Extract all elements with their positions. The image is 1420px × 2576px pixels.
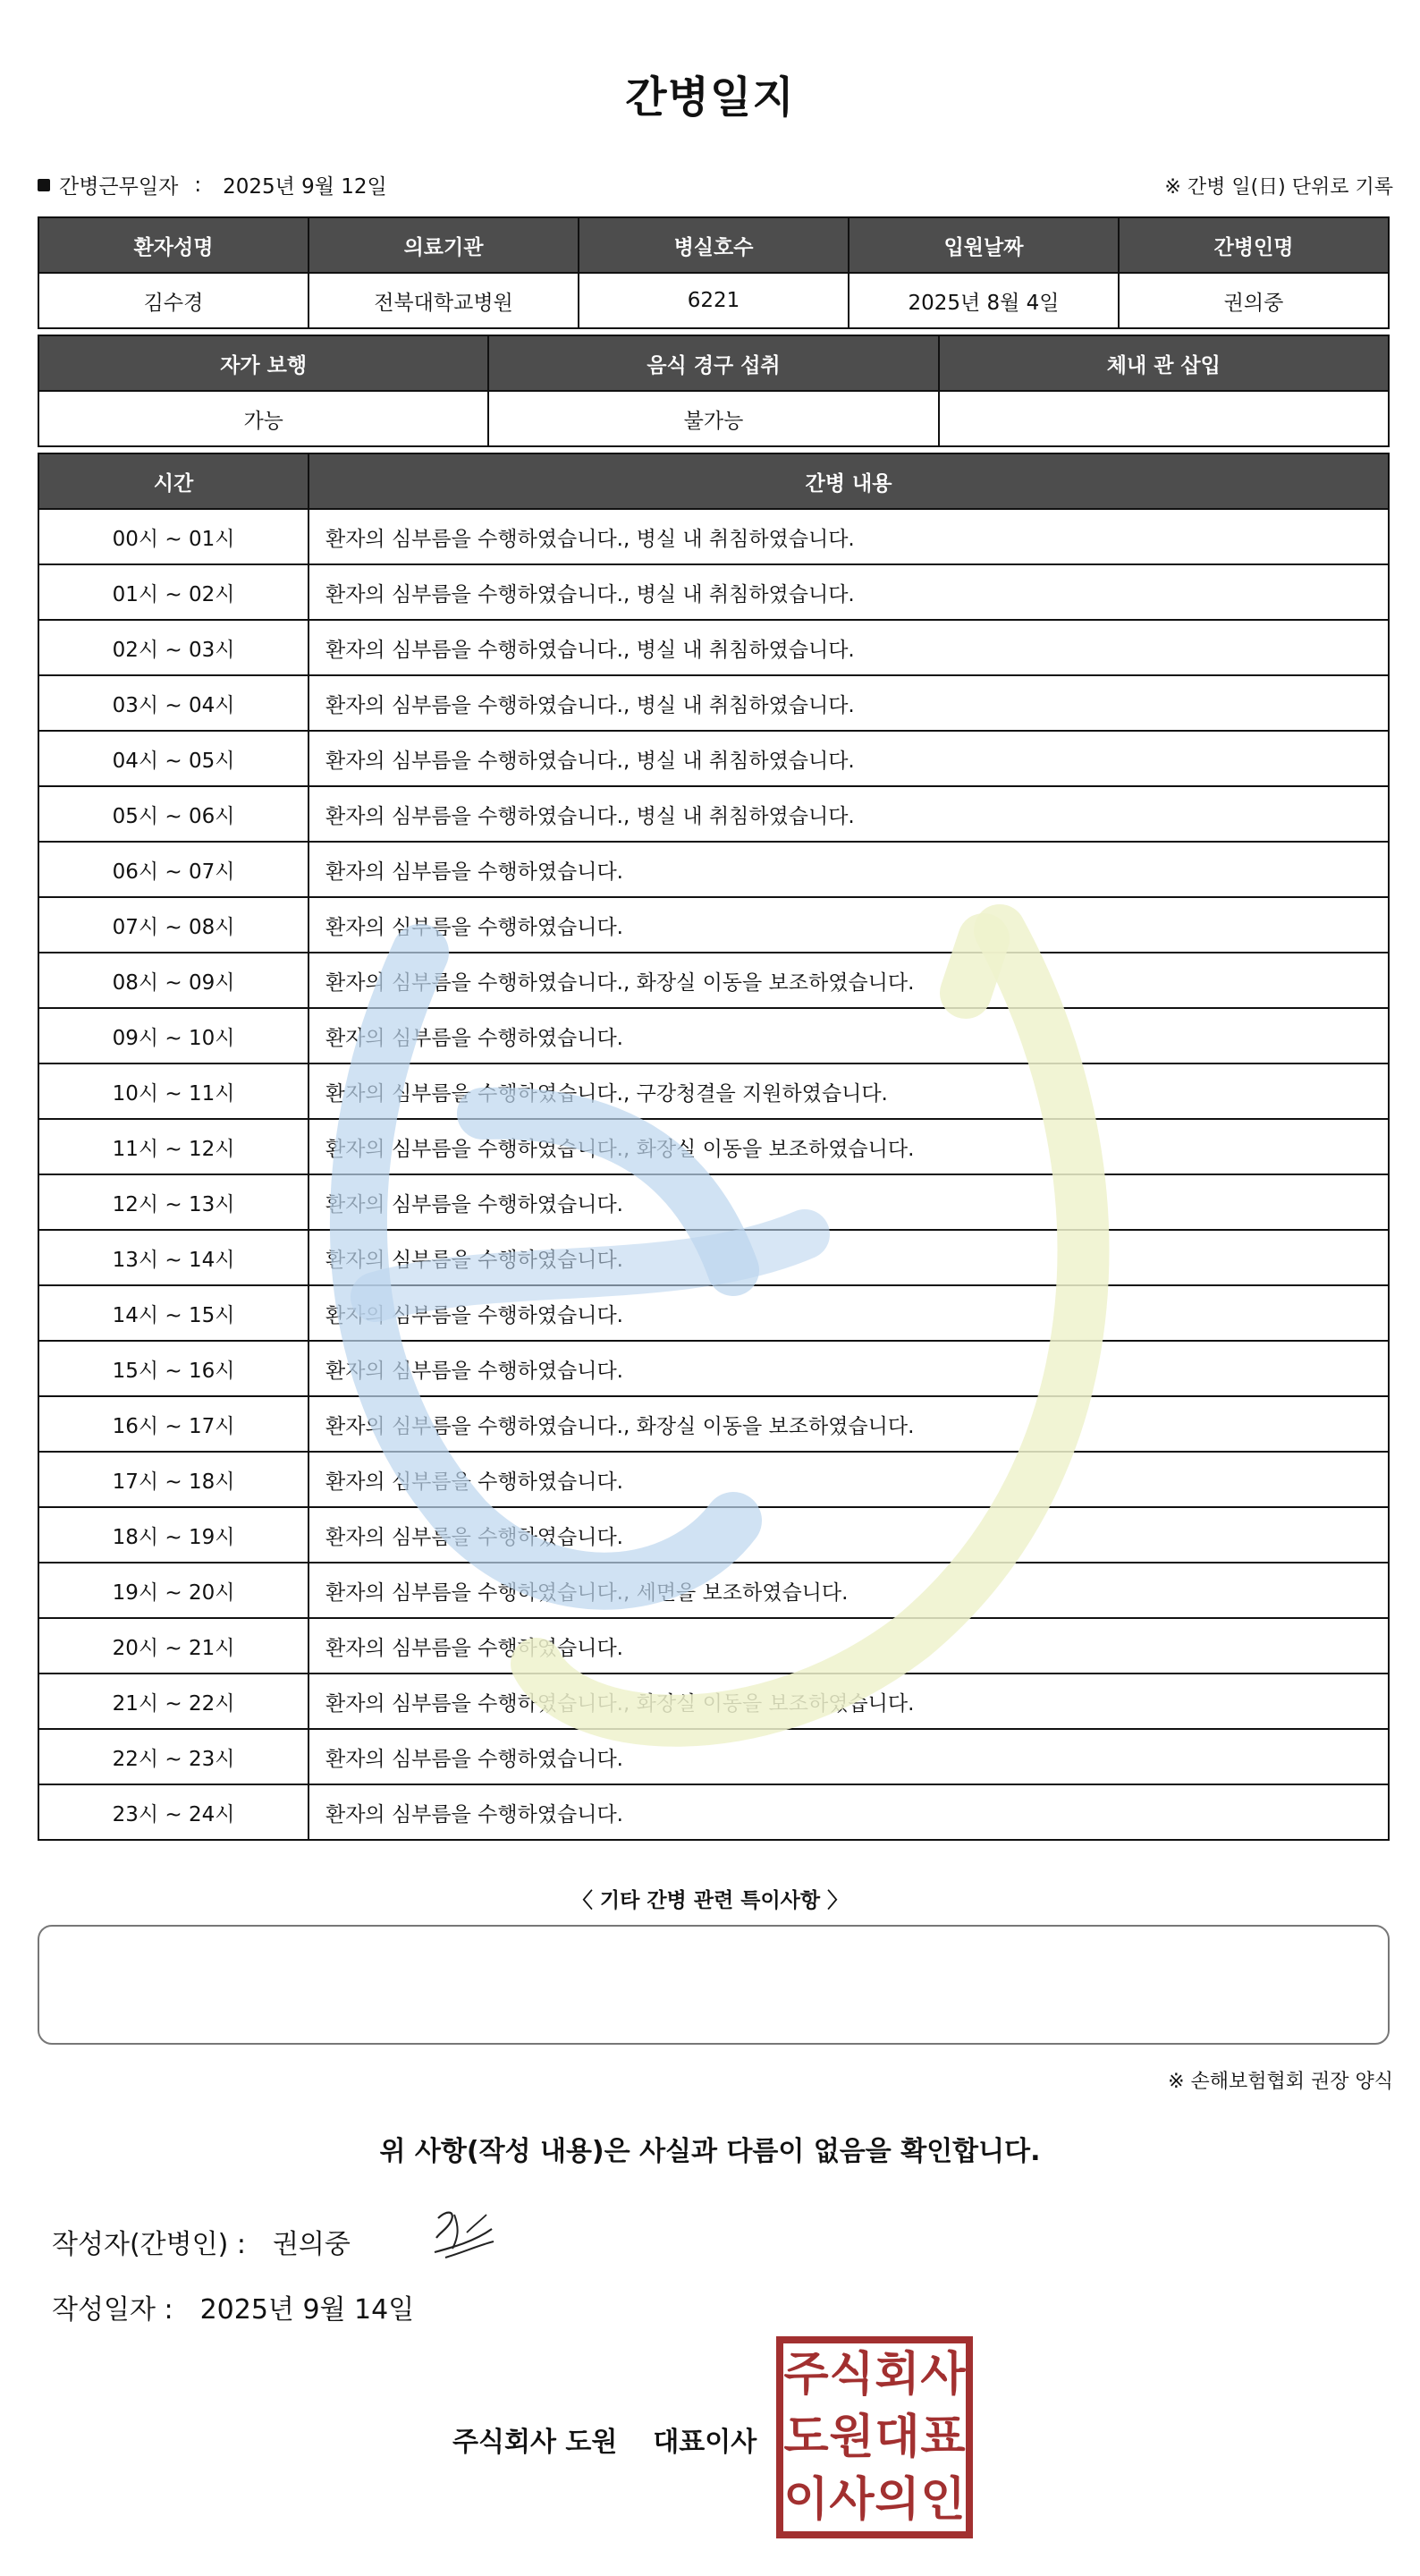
status-header-row [38,335,1389,391]
patient-status-table [38,335,1390,447]
log-time: 04시 ~ 05시 [38,731,309,786]
log-time: 15시 ~ 16시 [38,1341,309,1396]
work-date [38,170,387,199]
header-care-content: 간병 내용 [309,453,1389,509]
seal-char: 사 [920,2348,966,2402]
log-content: 환자의 심부름을 수행하였습니다. [309,1008,1389,1063]
header-oral-intake: 음식 경구 섭취 [488,335,938,391]
log-row [38,842,1389,897]
log-row [38,1507,1389,1563]
log-content: 환자의 심부름을 수행하였습니다., 화장실 이동을 보조하였습니다. [309,1119,1389,1174]
log-time: 22시 ~ 23시 [38,1729,309,1784]
log-content: 환자의 심부름을 수행하였습니다. [309,842,1389,897]
log-row [38,1618,1389,1674]
log-time: 20시 ~ 21시 [38,1618,309,1674]
unit-note: ※ 간병 일(日) 단위로 기록 [1164,176,1393,199]
header-tube-insertion: 체내 관 삽입 [939,335,1389,391]
log-row [38,1563,1389,1618]
log-time: 03시 ~ 04시 [38,675,309,731]
log-content: 환자의 심부름을 수행하였습니다. [309,1618,1389,1674]
seal-char: 도 [783,2411,829,2464]
log-row [38,1230,1389,1285]
log-row [38,1063,1389,1119]
admission-date: 2025년 8월 4일 [849,273,1119,328]
recommend-note: ※ 손해보험협회 권장 양식 [1168,2071,1393,2093]
log-row [38,1174,1389,1230]
work-date-value: 2025년 9월 12일 [223,175,387,199]
handwritten-signature [427,2202,499,2265]
seal-char: 인 [920,2473,966,2527]
work-date-label: 간병근무일자 [59,175,179,199]
header-admission-date: 입원날짜 [849,217,1119,273]
log-row [38,675,1389,731]
patient-name: 김수경 [38,273,309,328]
log-content: 환자의 심부름을 수행하였습니다., 세면을 보조하였습니다. [309,1563,1389,1618]
care-log-table [38,453,1390,1841]
log-content: 환자의 심부름을 수행하였습니다., 화장실 이동을 보조하였습니다. [309,1396,1389,1452]
log-row [38,1341,1389,1396]
seal-char: 이 [783,2473,829,2527]
seal-char: 의 [875,2473,920,2527]
log-time: 06시 ~ 07시 [38,842,309,897]
log-content: 환자의 심부름을 수행하였습니다., 화장실 이동을 보조하였습니다. [309,953,1389,1008]
company-line [452,2419,756,2459]
log-content: 환자의 심부름을 수행하였습니다., 구강청결을 지원하였습니다. [309,1063,1389,1119]
patient-header-row [38,217,1389,273]
log-row [38,620,1389,675]
seal-char: 회 [875,2348,920,2402]
log-time: 00시 ~ 01시 [38,509,309,564]
log-row [38,731,1389,786]
seal-char: 사 [829,2473,875,2527]
log-time: 08시 ~ 09시 [38,953,309,1008]
hospital-name: 전북대학교병원 [309,273,579,328]
seal-char: 주 [783,2348,829,2402]
log-row [38,786,1389,842]
log-time: 13시 ~ 14시 [38,1230,309,1285]
header-hospital: 의료기관 [309,217,579,273]
log-time: 01시 ~ 02시 [38,564,309,620]
log-content: 환자의 심부름을 수행하였습니다., 병실 내 취침하였습니다. [309,509,1389,564]
caregiver-name: 권의중 [1119,273,1389,328]
seal-char: 원 [829,2411,875,2464]
written-date-line [52,2287,414,2326]
header-time: 시간 [38,453,309,509]
log-time: 07시 ~ 08시 [38,897,309,953]
log-time: 14시 ~ 15시 [38,1285,309,1341]
log-time: 09시 ~ 10시 [38,1008,309,1063]
seal-char: 대 [875,2411,920,2464]
remarks-title: 〈 기타 간병 관련 특이사항 〉 [571,1889,849,1912]
bullet-square-icon [38,179,50,191]
log-content: 환자의 심부름을 수행하였습니다., 병실 내 취침하였습니다. [309,564,1389,620]
written-date-value: 2025년 9월 14일 [199,2294,415,2326]
log-row [38,1008,1389,1063]
log-time: 12시 ~ 13시 [38,1174,309,1230]
author-line [52,2222,351,2261]
room-number: 6221 [579,273,849,328]
log-content: 환자의 심부름을 수행하였습니다. [309,1507,1389,1563]
log-time: 23시 ~ 24시 [38,1784,309,1840]
log-content: 환자의 심부름을 수행하였습니다., 병실 내 취침하였습니다. [309,786,1389,842]
representative-title: 대표이사 [653,2427,757,2458]
tube-insertion-status [939,391,1389,446]
author-label: 작성자(간병인) : [52,2229,246,2260]
log-row [38,953,1389,1008]
log-row [38,1285,1389,1341]
log-row [38,1119,1389,1174]
log-time: 18시 ~ 19시 [38,1507,309,1563]
written-date-label: 작성일자 : [52,2294,173,2326]
remarks-field[interactable] [38,1925,1390,2045]
log-content: 환자의 심부름을 수행하였습니다. [309,1285,1389,1341]
walking-status: 가능 [38,391,488,446]
oral-intake-status: 불가능 [488,391,938,446]
log-time: 05시 ~ 06시 [38,786,309,842]
header-patient-name: 환자성명 [38,217,309,273]
log-row [38,1396,1389,1452]
header-caregiver-name: 간병인명 [1119,217,1389,273]
header-room: 병실호수 [579,217,849,273]
log-time: 11시 ~ 12시 [38,1119,309,1174]
log-content: 환자의 심부름을 수행하였습니다. [309,1784,1389,1840]
log-row [38,1784,1389,1840]
log-row [38,564,1389,620]
log-time: 17시 ~ 18시 [38,1452,309,1507]
confirmation-statement: 위 사항(작성 내용)은 사실과 다름이 없음을 확인합니다. [379,2136,1041,2167]
patient-info-table [38,216,1390,329]
log-time: 02시 ~ 03시 [38,620,309,675]
log-content: 환자의 심부름을 수행하였습니다. [309,1729,1389,1784]
seal-char: 표 [920,2411,966,2464]
log-row [38,897,1389,953]
company-name: 주식회사 도원 [452,2427,618,2458]
log-content: 환자의 심부름을 수행하였습니다. [309,897,1389,953]
log-time: 19시 ~ 20시 [38,1563,309,1618]
log-header-row [38,453,1389,509]
log-content: 환자의 심부름을 수행하였습니다. [309,1174,1389,1230]
log-row [38,509,1389,564]
seal-char: 식 [829,2348,875,2402]
log-time: 16시 ~ 17시 [38,1396,309,1452]
log-content: 환자의 심부름을 수행하였습니다. [309,1230,1389,1285]
log-content: 환자의 심부름을 수행하였습니다. [309,1341,1389,1396]
patient-value-row [38,273,1389,328]
header-walking: 자가 보행 [38,335,488,391]
log-row [38,1674,1389,1729]
log-time: 21시 ~ 22시 [38,1674,309,1729]
log-time: 10시 ~ 11시 [38,1063,309,1119]
log-content: 환자의 심부름을 수행하였습니다., 병실 내 취침하였습니다. [309,675,1389,731]
log-row [38,1452,1389,1507]
author-name: 권의중 [272,2229,351,2260]
document-title: 간병일지 [625,72,795,123]
log-row [38,1729,1389,1784]
log-content: 환자의 심부름을 수행하였습니다. [309,1452,1389,1507]
company-seal [776,2336,973,2538]
status-value-row [38,391,1389,446]
log-content: 환자의 심부름을 수행하였습니다., 화장실 이동을 보조하였습니다. [309,1674,1389,1729]
log-content: 환자의 심부름을 수행하였습니다., 병실 내 취침하였습니다. [309,620,1389,675]
work-date-separator: : [194,173,202,197]
log-content: 환자의 심부름을 수행하였습니다., 병실 내 취침하였습니다. [309,731,1389,786]
